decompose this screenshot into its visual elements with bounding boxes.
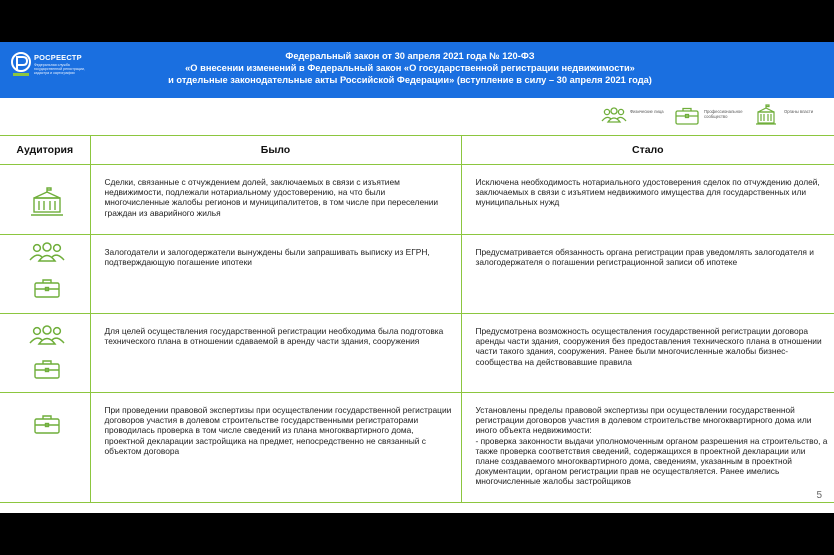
audience-cell: [0, 393, 90, 503]
legend-label: Физические лица: [630, 109, 664, 114]
slide: [0, 42, 834, 513]
audience-cell: [0, 165, 90, 235]
now-cell: [461, 393, 834, 503]
comparison-table: [0, 135, 834, 503]
was-cell: [90, 314, 461, 393]
briefcase-icon: [33, 358, 61, 380]
logo-name: РОСРЕЕСТР: [34, 53, 82, 62]
now-cell: [461, 165, 834, 235]
briefcase-icon: [674, 106, 700, 126]
audience-cell: [0, 314, 90, 393]
legend-label: Профессиональное сообщество: [704, 109, 743, 119]
people-icon: [28, 324, 66, 348]
title-line-1: Федеральный закон от 30 апреля 2021 года № 120-ФЗ: [285, 51, 535, 61]
now-text: Предусмотрена возможность осуществления государственной регистрации договора аренды части здания, сооружения без предоставления технического плана в отношении части такого здания, сооружения. Ранее были многочисленные жалобы бизнес-сообщества на действовавшие правила: [475, 326, 822, 367]
was-cell: [90, 393, 461, 503]
was-text: При проведении правовой экспертизы при осуществлении государственной регистрации договоров участия в долевом строительстве государственными регистраторами проводилась проверка в том числе сведений из плана многоквартирного дома, проектной декларации застройщика на предмет, непосредственно не связанный с объектом договора: [104, 405, 452, 456]
table-row: [0, 314, 834, 393]
now-text: Установлены пределы правовой экспертизы при осуществлении государственной регистрации договоров участия в долевом строительстве многоквартирного дома или иного объекта недвижимости: - проверка законности выдачи уполномоченным органом разрешения на строительство, а также проверка соответствия сведений, содержащихся в проектной декларации или плане создаваемого многоквартирного дома, сведениям, указанным в проектной документации, органом регистрации прав не осуществляется. Ранее имелись многочисленные жалобы застройщиков: [475, 405, 828, 487]
legend-label: Органы власти: [784, 109, 814, 114]
table-row: [0, 393, 834, 503]
table-row: [0, 235, 834, 314]
now-text: Исключена необходимость нотариального удостоверения сделок по отчуждению долей, заключаемых в связи с изъятием недвижимого имущества для государственных или муниципальных нужд: [475, 177, 820, 208]
table-row: [0, 165, 834, 235]
people-icon: [28, 241, 66, 265]
table-header-row: [0, 136, 834, 165]
title-line-2: «О внесении изменений в Федеральный закон «О государственной регистрации недвижимости»: [185, 63, 635, 73]
legend-item-individuals: [600, 106, 675, 128]
was-cell: [90, 235, 461, 314]
legend-item-professional: [674, 106, 754, 128]
rosreestr-logo: [10, 51, 110, 91]
page-title: [120, 50, 700, 86]
title-line-3: и отдельные законодательные акты Российской Федерации» (вступление в силу – 30 апреля 2021 года): [168, 75, 652, 85]
briefcase-icon: [33, 413, 61, 435]
was-cell: [90, 165, 461, 235]
legend-item-government: [754, 106, 829, 128]
rosreestr-emblem-icon: [10, 51, 32, 81]
logo-subtitle: Федеральная служба государственной регистрации, кадастра и картографии: [34, 63, 85, 76]
audience-cell: [0, 235, 90, 314]
people-icon: [600, 106, 628, 126]
now-text: Предусматривается обязанность органа регистрации прав уведомлять залогодателя и залогодержателя о погашении регистрационной записи об ипотеке: [475, 247, 814, 268]
page-number: 5: [816, 490, 822, 501]
now-cell: [461, 235, 834, 314]
was-text: Сделки, связанные с отчуждением долей, заключаемых в связи с изъятием недвижимости, подлежали нотариальному удостоверению, на что были многочисленные жалобы регионов и муниципалитетов, в том числе при переселении граждан из аварийного жилья: [104, 177, 439, 218]
was-text: Залогодатели и залогодержатели вынуждены были запрашивать выписку из ЕГРН, подтверждающую погашение ипотеки: [104, 247, 430, 268]
now-cell: [461, 314, 834, 393]
government-building-icon: [30, 187, 64, 217]
briefcase-icon: [33, 277, 61, 299]
government-building-icon: [754, 104, 778, 126]
was-text: Для целей осуществления государственной регистрации необходима была подготовка технического плана в отношении сдаваемой в аренду части здания, сооружения: [104, 326, 444, 347]
header-was: Было: [90, 136, 461, 165]
header-audience: Аудитория: [0, 136, 90, 165]
header-banner: [0, 42, 834, 98]
header-now: Стало: [461, 136, 834, 165]
